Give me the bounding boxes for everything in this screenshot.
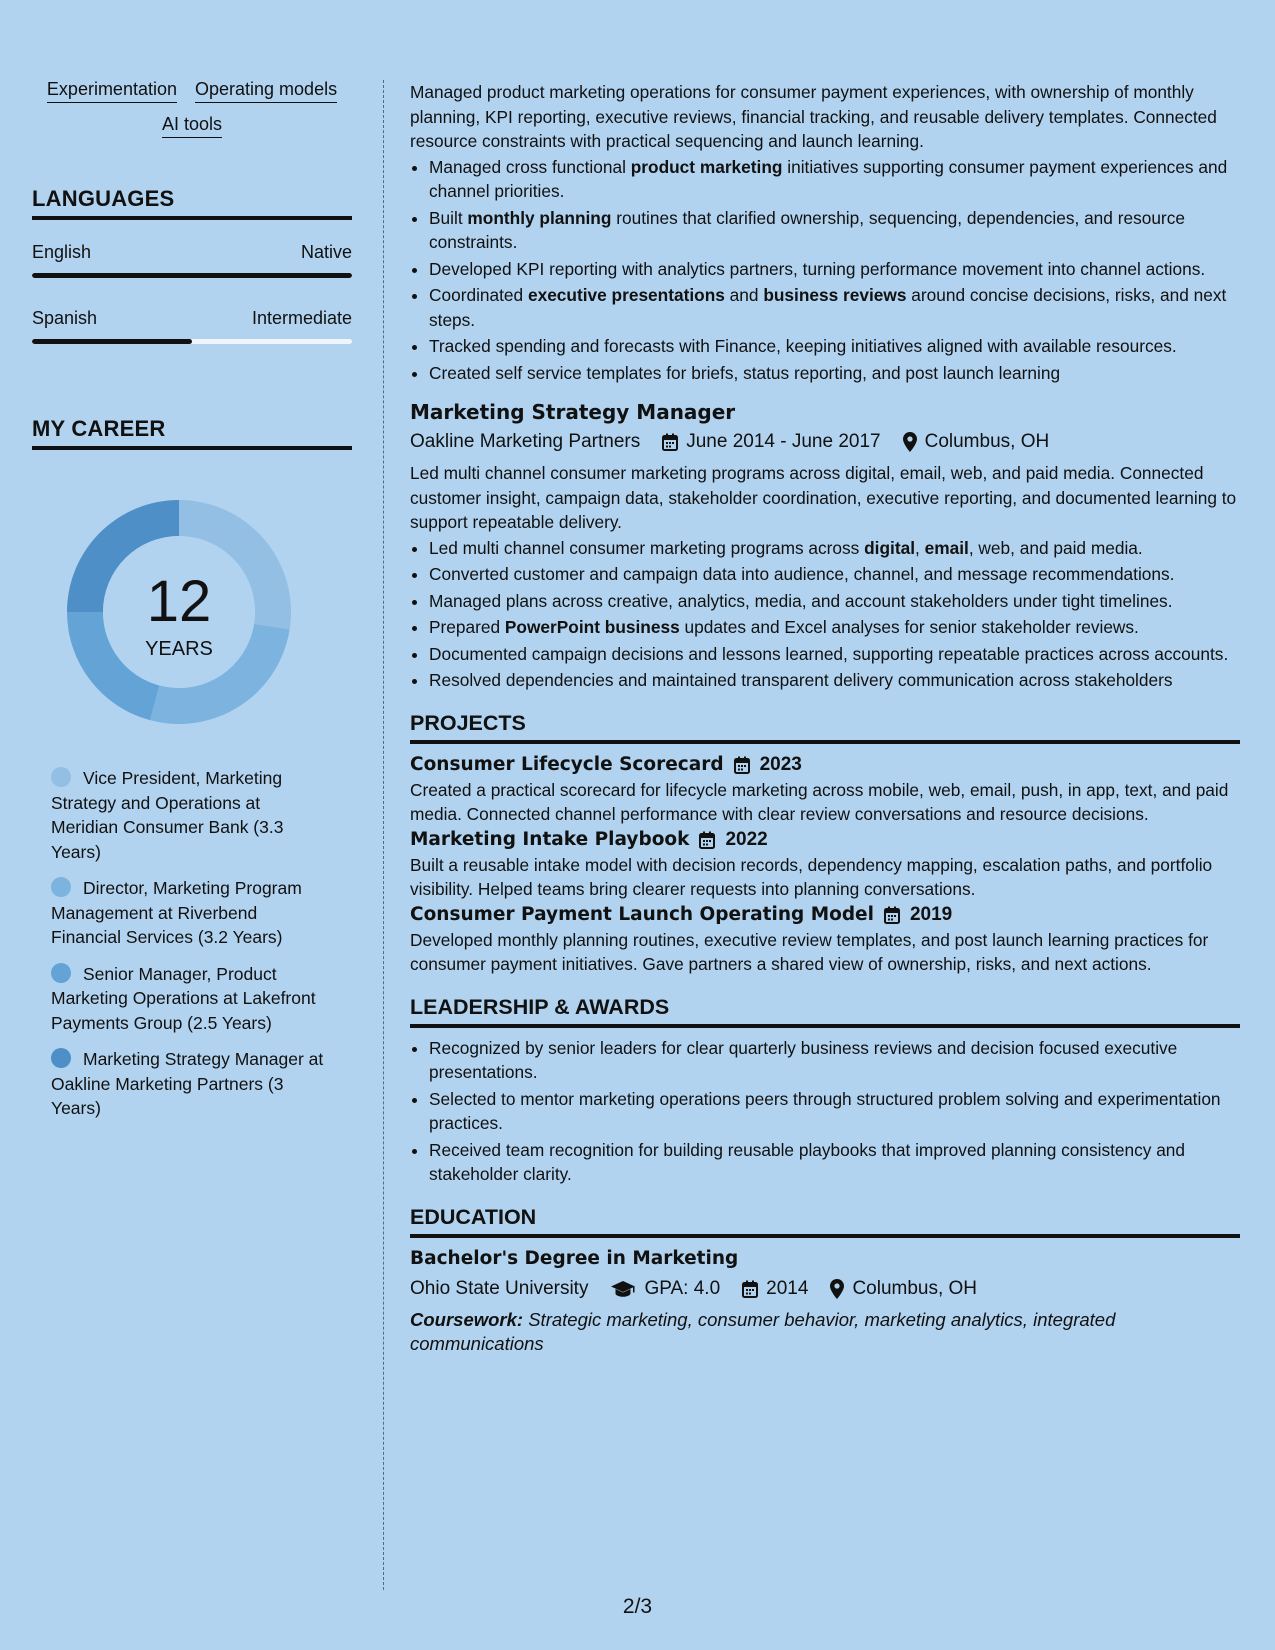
job-bullet: • Resolved dependencies and maintained transparent delivery communication across stakeholders xyxy=(429,668,1240,693)
career-legend-item xyxy=(51,962,331,1036)
legend-dot xyxy=(51,1048,71,1068)
project-description: Built a reusable intake model with decision records, dependency mapping, escalation paths, and portfolio visibility. Helped teams bring clearer requests into planning conversations. xyxy=(410,854,1213,899)
legend-dot xyxy=(51,877,71,897)
award-item: • Recognized by senior leaders for clear quarterly business reviews and decision focused executive presentations. xyxy=(429,1036,1240,1085)
language-level: Intermediate xyxy=(251,308,352,328)
career-legend-item xyxy=(51,876,331,950)
gpa: GPA: 4.0 xyxy=(644,1277,721,1299)
calendar-icon xyxy=(734,756,750,774)
job-bullet: • Prepared PowerPoint business updates and Excel analyses for senior stakeholder reviews. xyxy=(429,615,1240,640)
language-bar-fill xyxy=(32,339,192,344)
role-bullet: • Coordinated executive presentations and business reviews around concise decisions, risks, and next steps. xyxy=(429,283,1240,332)
project-description: Created a practical scorecard for lifecycle marketing across mobile, web, email, push, in app, text, and paid media. Connected channel performance with clear review conversations and resource decisions. xyxy=(410,779,1229,824)
education-heading: EDUCATION xyxy=(410,1203,1240,1238)
language-bar xyxy=(32,339,352,344)
skill-tag: AI tools xyxy=(162,113,222,138)
coursework-text: Strategic marketing, consumer behavior, marketing analytics, integrated communications xyxy=(410,1308,1116,1354)
calendar-icon xyxy=(742,1280,758,1298)
graduation-year: 2014 xyxy=(766,1277,809,1299)
career-legend xyxy=(51,766,331,1121)
legend-dot xyxy=(51,767,71,787)
projects-heading: PROJECTS xyxy=(410,709,1240,744)
language-item xyxy=(32,308,352,344)
project-description: Developed monthly planning routines, executive review templates, and post launch learning practices for consumer payment initiatives. Gave partners a shared view of ownership, risks, and next actions. xyxy=(410,929,1209,974)
project-item xyxy=(410,902,1240,977)
career-legend-item xyxy=(51,766,331,864)
project-name: Consumer Lifecycle Scorecard xyxy=(410,753,724,775)
coursework xyxy=(410,1308,1240,1357)
job-summary: Led multi channel consumer marketing programs across digital, email, web, and paid media. Connected customer insight, campaign data, stakeholder coordination, executive reporting, and documented learning to support repeatable delivery. xyxy=(410,463,1237,532)
graduation-cap-icon xyxy=(610,1280,636,1298)
education-meta xyxy=(410,1276,1240,1302)
project-name: Consumer Payment Launch Operating Model xyxy=(410,903,874,925)
career-years-label: YEARS xyxy=(145,638,213,660)
job-bullet: • Documented campaign decisions and lessons learned, supporting repeatable practices across accounts. xyxy=(429,642,1240,667)
award-item: • Selected to mentor marketing operations peers through structured problem solving and experimentation practices. xyxy=(429,1087,1240,1136)
language-bar-fill xyxy=(32,273,352,278)
role-bullet: • Developed KPI reporting with analytics partners, turning performance movement into channel actions. xyxy=(429,257,1240,282)
school-name: Ohio State University xyxy=(410,1277,589,1299)
location-pin-icon xyxy=(830,1279,844,1299)
role-bullet: • Managed cross functional product marketing initiatives supporting consumer payment experiences and channel priorities. xyxy=(429,155,1240,204)
award-item: • Received team recognition for building reusable playbooks that improved planning consistency and stakeholder clarity. xyxy=(429,1138,1240,1187)
career-role: Senior Manager, Product Marketing Operations at Lakefront Payments Group (2.5 Years) xyxy=(51,963,316,1033)
language-item xyxy=(32,242,352,278)
sidebar xyxy=(32,78,352,1133)
role-bullet: • Created self service templates for briefs, status reporting, and post launch learning xyxy=(429,361,1240,386)
career-role: Director, Marketing Program Management at Riverbend Financial Services (3.2 Years) xyxy=(51,878,302,947)
column-divider xyxy=(383,80,384,1590)
job-company: Oakline Marketing Partners xyxy=(410,431,641,452)
job-bullet: • Converted customer and campaign data into audience, channel, and message recommendations. xyxy=(429,562,1240,587)
skill-tag: Experimentation xyxy=(47,78,177,103)
legend-dot xyxy=(51,963,71,983)
page-number: 2/3 xyxy=(622,1595,653,1618)
job-meta xyxy=(410,429,1240,455)
calendar-icon xyxy=(884,906,900,924)
job-bullets xyxy=(410,536,1240,693)
job-title: Marketing Strategy Manager xyxy=(410,400,736,424)
career-total-years: 12 xyxy=(146,569,212,634)
project-item xyxy=(410,827,1240,902)
role-bullet: • Tracked spending and forecasts with Finance, keeping initiatives aligned with available resources. xyxy=(429,334,1240,359)
career-role: Vice President, Marketing Strategy and Operations at Meridian Consumer Bank (3.3 Years) xyxy=(51,768,284,862)
job-location: Columbus, OH xyxy=(924,431,1050,452)
job-bullet: • Managed plans across creative, analytics, media, and account stakeholders under tight timelines. xyxy=(429,589,1240,614)
project-year: 2023 xyxy=(759,753,802,775)
language-level: Native xyxy=(300,242,352,262)
skills-list xyxy=(32,78,352,138)
calendar-icon xyxy=(662,433,678,451)
degree-name: Bachelor's Degree in Marketing xyxy=(410,1247,739,1269)
career-donut-chart xyxy=(59,492,299,732)
role-bullets xyxy=(410,155,1240,386)
job-dates: June 2014 - June 2017 xyxy=(686,431,881,452)
main-content xyxy=(410,80,1240,1357)
role-summary: Managed product marketing operations for consumer payment experiences, with ownership of monthly planning, KPI reporting, executive reviews, financial tracking, and reusable delivery templates. Connected resource constraints with practical sequencing and launch learning. xyxy=(410,82,1217,151)
language-name: Spanish xyxy=(32,308,98,328)
project-year: 2019 xyxy=(909,903,953,925)
language-bar xyxy=(32,273,352,278)
language-name: English xyxy=(32,242,92,262)
project-name: Marketing Intake Playbook xyxy=(410,828,690,850)
career-role: Marketing Strategy Manager at Oakline Marketing Partners (3 Years) xyxy=(51,1049,324,1118)
role-bullet: • Built monthly planning routines that clarified ownership, sequencing, dependencies, and resource constraints. xyxy=(429,206,1240,255)
job-bullet: • Led multi channel consumer marketing programs across digital, email, web, and paid media. xyxy=(429,536,1240,561)
awards-list xyxy=(410,1036,1240,1187)
school-location: Columbus, OH xyxy=(852,1277,978,1299)
languages-heading: LANGUAGES xyxy=(32,186,352,220)
project-item xyxy=(410,752,1240,827)
coursework-label: Coursework: xyxy=(410,1308,524,1330)
awards-heading: LEADERSHIP & AWARDS xyxy=(410,993,1240,1028)
location-pin-icon xyxy=(903,432,917,452)
skill-tag: Operating models xyxy=(195,78,337,103)
calendar-icon xyxy=(699,831,715,849)
project-year: 2022 xyxy=(725,828,768,850)
career-heading: MY CAREER xyxy=(32,416,352,450)
career-legend-item xyxy=(51,1047,331,1121)
